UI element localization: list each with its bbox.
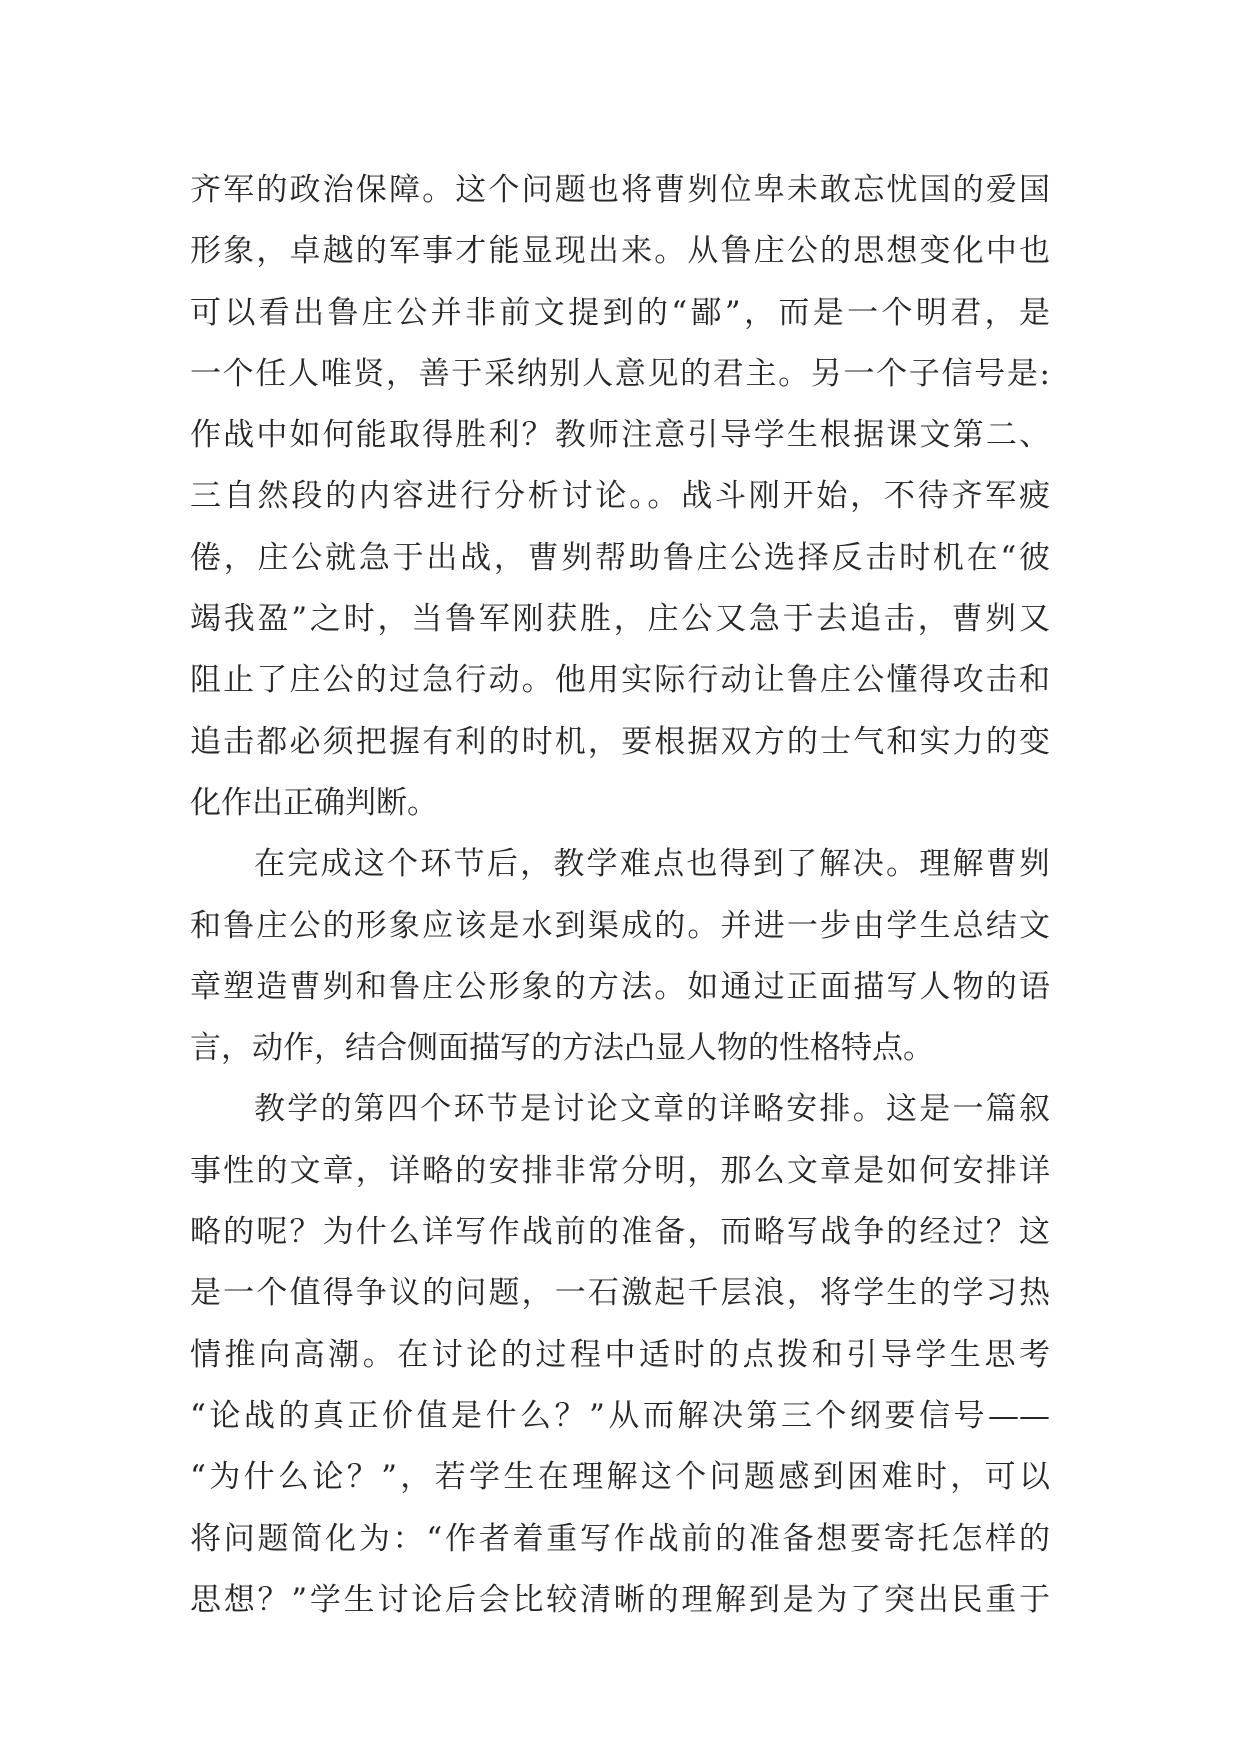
body-text — [190, 160, 1050, 1631]
text-line: 将问题简化为：“作者着重写作战前的准备想要寄托怎样的 — [190, 1520, 1050, 1557]
text-line: 竭我盈”之时，当鲁军刚获胜，庄公又急于去追击，曹刿又 — [190, 601, 1050, 638]
text-line: 三自然段的内容进行分析讨论。。战斗刚开始，不待齐军疲 — [190, 478, 1050, 515]
paragraph-end-line: 化作出正确判断。 — [190, 784, 438, 821]
text-line: 略的呢？为什么详写作战前的准备，而略写战争的经过？这 — [190, 1214, 1050, 1251]
text-line: 作战中如何能取得胜利？教师注意引导学生根据课文第二、 — [190, 417, 1050, 454]
paragraph-first-line: 教学的第四个环节是讨论文章的详略安排。这是一篇叙 — [254, 1091, 1050, 1128]
text-line: 是一个值得争议的问题，一石激起千层浪，将学生的学习热 — [190, 1275, 1050, 1312]
text-line: 情推向高潮。在讨论的过程中适时的点拨和引导学生思考 — [190, 1336, 1050, 1373]
text-line: 和鲁庄公的形象应该是水到渠成的。并进一步由学生总结文 — [190, 907, 1050, 944]
text-line: 倦，庄公就急于出战，曹刿帮助鲁庄公选择反击时机在“彼 — [190, 539, 1050, 576]
text-line: 阻止了庄公的过急行动。他用实际行动让鲁庄公懂得攻击和 — [190, 662, 1050, 699]
text-line: 齐军的政治保障。这个问题也将曹刿位卑未敢忘忧国的爱国 — [190, 172, 1050, 208]
text-line: 可以看出鲁庄公并非前文提到的“鄙”，而是一个明君，是 — [190, 294, 1050, 331]
text-line: 追击都必须把握有利的时机，要根据双方的士气和实力的变 — [190, 723, 1050, 760]
paragraph-end-line: 言，动作，结合侧面描写的方法凸显人物的性格特点。 — [190, 1030, 934, 1067]
text-line: 事性的文章，详略的安排非常分明，那么文章是如何安排详 — [190, 1152, 1050, 1189]
text-line: “为什么论？”，若学生在理解这个问题感到困难时，可以 — [190, 1459, 1050, 1496]
text-line: 思想？”学生讨论后会比较清晰的理解到是为了突出民重于 — [190, 1581, 1050, 1618]
paragraph-first-line: 在完成这个环节后，教学难点也得到了解决。理解曹刿 — [254, 846, 1050, 883]
text-line: “论战的真正价值是什么？”从而解决第三个纲要信号—— — [190, 1397, 1050, 1434]
text-line: 形象，卓越的军事才能显现出来。从鲁庄公的思想变化中也 — [190, 233, 1050, 270]
text-line: 章塑造曹刿和鲁庄公形象的方法。如通过正面描写人物的语 — [190, 968, 1050, 1005]
text-line: 一个任人唯贤，善于采纳别人意见的君主。另一个子信号是: — [190, 355, 1050, 392]
